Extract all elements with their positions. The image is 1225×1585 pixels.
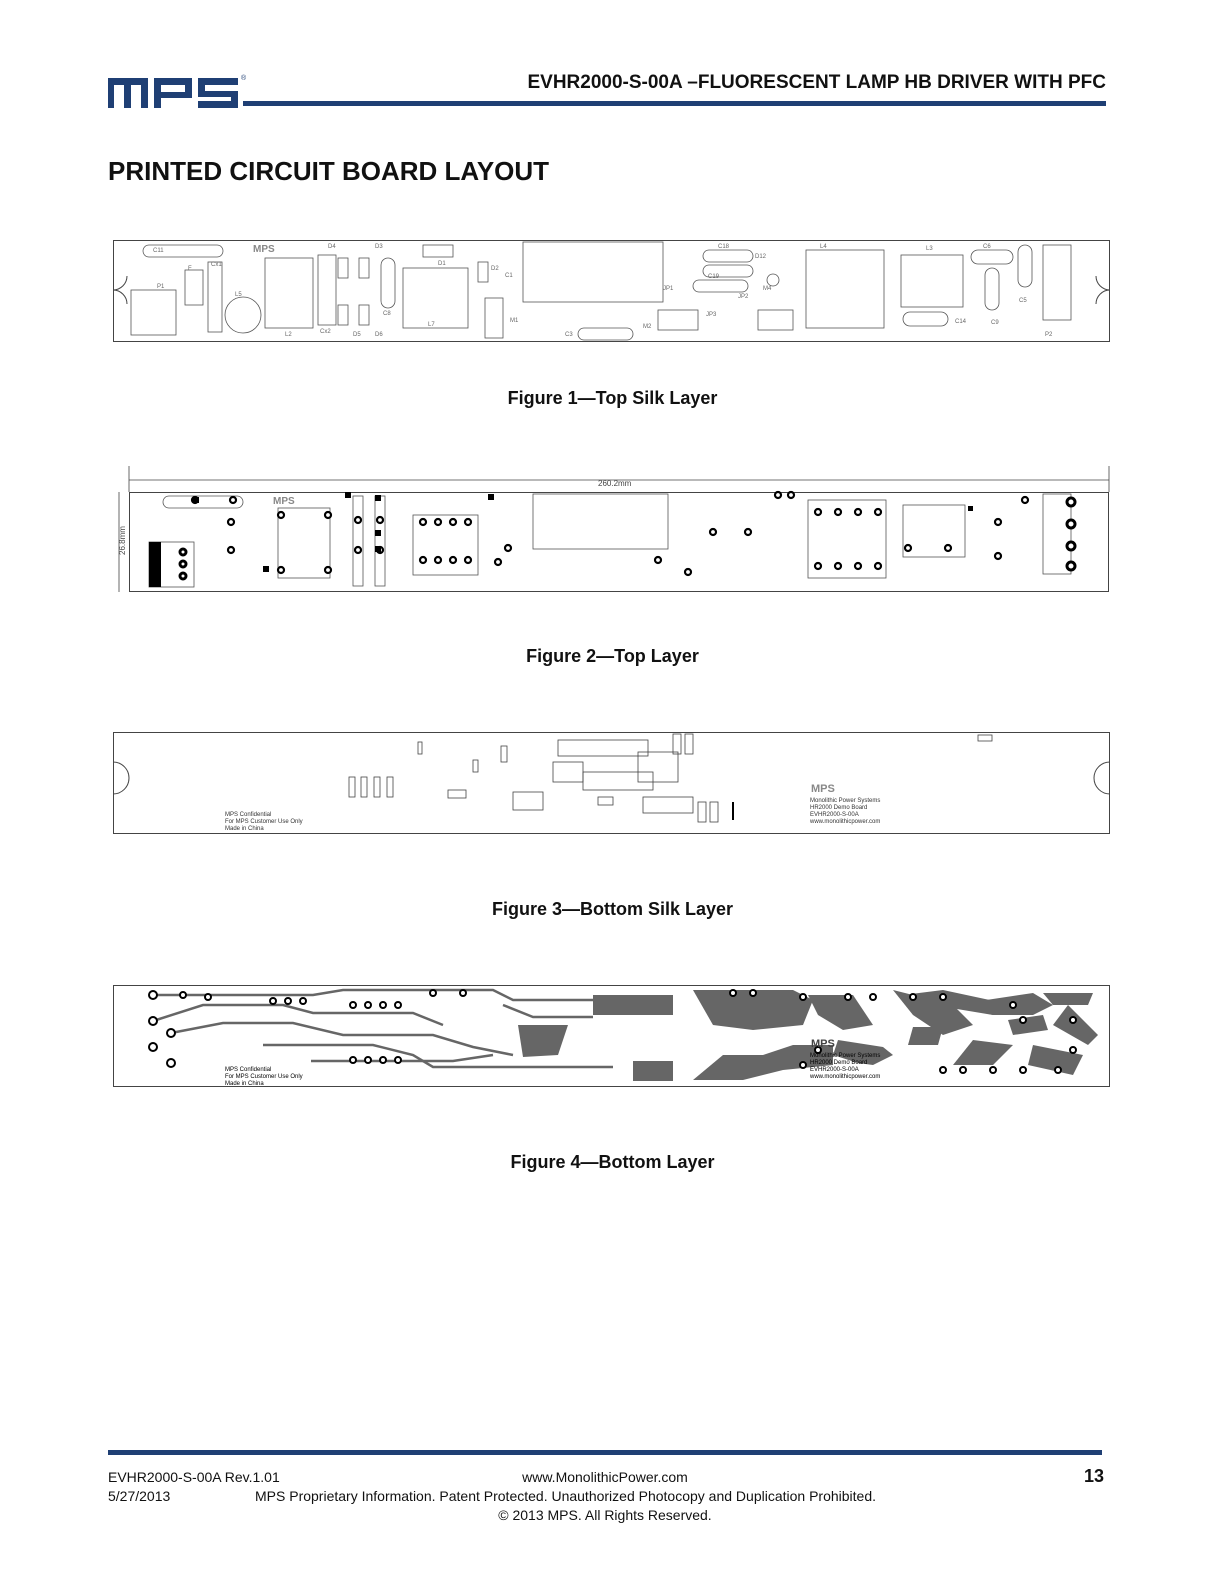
svg-text:®: ®: [241, 75, 247, 82]
svg-text:Made in China: Made in China: [225, 826, 264, 832]
section-title: PRINTED CIRCUIT BOARD LAYOUT: [108, 156, 550, 186]
svg-text:C18: C18: [718, 244, 730, 250]
header-rule: [243, 101, 1106, 106]
svg-text:M4: M4: [763, 286, 772, 292]
svg-text:For MPS Customer Use Only: For MPS Customer Use Only: [225, 819, 303, 825]
svg-text:MPS Confidential: MPS Confidential: [225, 1067, 272, 1073]
svg-text:HR2000 Demo Board: HR2000 Demo Board: [810, 805, 868, 811]
svg-text:Made in China: Made in China: [225, 1081, 264, 1087]
dimension-width: 260.2mm: [598, 479, 632, 488]
svg-text:C14: C14: [955, 319, 967, 325]
svg-text:MPS: MPS: [811, 783, 835, 795]
svg-text:Cx2: Cx2: [320, 329, 331, 335]
figure-2-caption: Figure 2—Top Layer: [526, 646, 699, 666]
pcb-bottom-silk-figure: [113, 732, 1110, 834]
svg-text:F: F: [188, 266, 192, 272]
svg-text:MPS: MPS: [253, 244, 275, 255]
svg-text:JP3: JP3: [706, 312, 717, 318]
svg-text:MPS: MPS: [811, 1038, 835, 1050]
svg-text:C1: C1: [505, 273, 513, 279]
figure-3-caption: Figure 3—Bottom Silk Layer: [491, 899, 734, 919]
svg-text:L7: L7: [428, 322, 435, 328]
svg-text:D2: D2: [491, 266, 499, 272]
svg-text:EVHR2000-S-00A: EVHR2000-S-00A: [810, 812, 859, 818]
svg-text:L5: L5: [235, 292, 242, 298]
svg-text:C5: C5: [1019, 298, 1027, 304]
svg-text:MPS: MPS: [273, 496, 295, 507]
footer-proprietary: MPS Proprietary Information. Patent Protected. Unauthorized Photocopy and Duplication Prohibited.: [255, 1488, 877, 1504]
svg-text:L3: L3: [926, 246, 933, 252]
svg-text:M2: M2: [643, 324, 652, 330]
svg-text:JP1: JP1: [663, 286, 674, 292]
pcb-top-layer-figure: [113, 460, 1110, 595]
document-title: EVHR2000-S-00A –FLUORESCENT LAMP HB DRIVER WITH PFC: [527, 72, 1106, 93]
svg-text:HR2000 Demo Board: HR2000 Demo Board: [810, 1060, 868, 1066]
page-number: 13: [1083, 1466, 1104, 1486]
svg-text:D5: D5: [353, 332, 361, 338]
svg-text:For MPS Customer Use Only: For MPS Customer Use Only: [225, 1074, 303, 1080]
mps-logo: [108, 70, 248, 110]
footer-copyright: © 2013 MPS. All Rights Reserved.: [498, 1507, 712, 1523]
svg-text:D1: D1: [438, 261, 446, 267]
svg-text:C8: C8: [383, 311, 391, 317]
svg-text:Monolithic Power Systems: Monolithic Power Systems: [810, 1053, 881, 1059]
svg-text:C19: C19: [708, 274, 720, 280]
svg-text:Cx1: Cx1: [211, 262, 222, 268]
svg-text:M1: M1: [510, 318, 519, 324]
svg-text:MPS Confidential: MPS Confidential: [225, 812, 272, 818]
svg-text:www.monolithicpower.com: www.monolithicpower.com: [810, 1074, 881, 1080]
figure-4-caption: Figure 4—Bottom Layer: [510, 1152, 715, 1172]
dimension-height: 26.8mm: [118, 526, 127, 555]
footer-website[interactable]: www.MonolithicPower.com: [522, 1469, 688, 1485]
svg-text:C9: C9: [991, 320, 999, 326]
board-label-c11: C11: [153, 248, 164, 254]
svg-text:D4: D4: [328, 244, 336, 250]
footer-date: 5/27/2013: [108, 1488, 171, 1504]
svg-text:D12: D12: [755, 254, 767, 260]
svg-text:www.monolithicpower.com: www.monolithicpower.com: [810, 819, 881, 825]
svg-text:L2: L2: [285, 332, 292, 338]
svg-text:L4: L4: [820, 244, 827, 250]
svg-text:C3: C3: [565, 332, 573, 338]
svg-text:C6: C6: [983, 244, 991, 250]
svg-text:EVHR2000-S-00A: EVHR2000-S-00A: [810, 1067, 859, 1073]
svg-text:Monolithic Power Systems: Monolithic Power Systems: [810, 798, 881, 804]
pcb-top-silk-figure: [113, 240, 1110, 342]
svg-text:P1: P1: [157, 284, 165, 290]
svg-text:P2: P2: [1045, 332, 1053, 338]
figure-1-caption: Figure 1—Top Silk Layer: [507, 388, 718, 408]
footer-doc-rev: EVHR2000-S-00A Rev.1.01: [108, 1469, 280, 1485]
svg-text:D3: D3: [375, 244, 383, 250]
pcb-bottom-layer-figure: [113, 985, 1110, 1087]
footer-rule: [108, 1450, 1102, 1455]
svg-text:D6: D6: [375, 332, 383, 338]
svg-text:JP2: JP2: [738, 294, 749, 300]
